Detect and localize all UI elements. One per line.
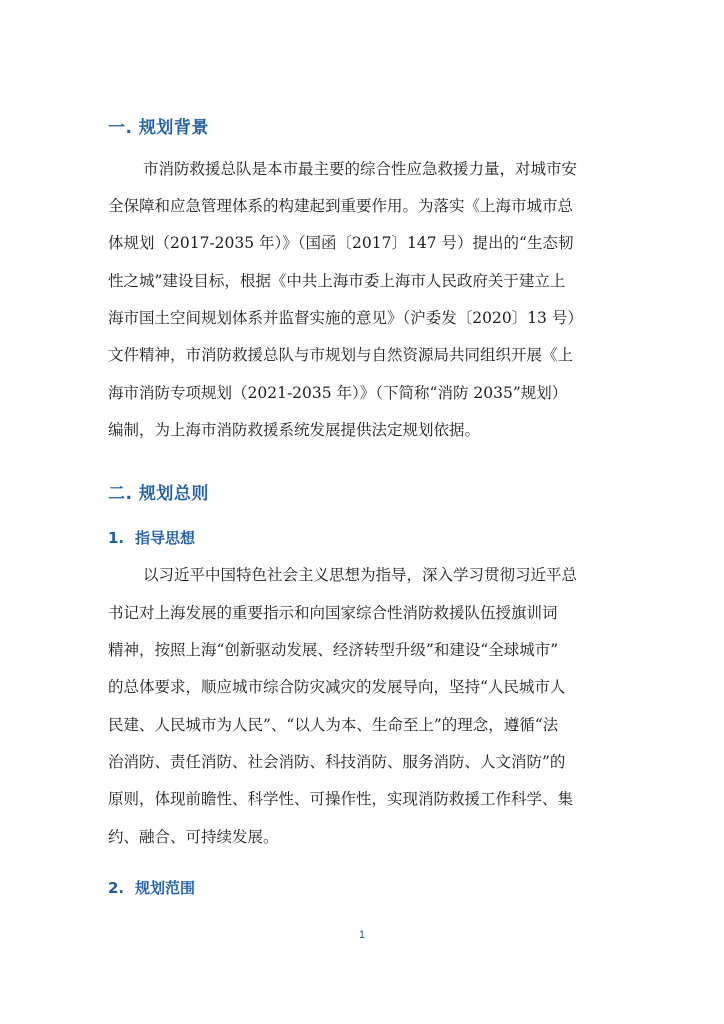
section-1-heading: 一. 规划背景 <box>108 118 209 138</box>
section-1-paragraph-line: 海市消防专项规划（2021-2035 年）》（下简称“消防 2035”规划） <box>108 384 568 402</box>
subsection-1-paragraph-line: 约、融合、可持续发展。 <box>108 828 279 846</box>
subsection-1-paragraph-line: 以习近平中国特色社会主义思想为指导，深入学习贯彻习近平总 <box>143 566 578 584</box>
subsection-2-heading <box>108 877 195 898</box>
section-1-paragraph-line: 体规划（2017-2035 年）》（国函〔2017〕147 号）提出的“生态韧 <box>108 234 574 252</box>
section-1-paragraph-line: 市消防救援总队是本市最主要的综合性应急救援力量，对城市安 <box>143 160 578 178</box>
subsection-1-heading <box>108 527 195 548</box>
subsection-1-number: 1. <box>108 529 125 547</box>
section-2-heading: 二. 规划总则 <box>108 484 209 504</box>
subsection-1-title: 指导思想 <box>135 529 196 547</box>
section-1-paragraph-line: 海市国土空间规划体系并监督实施的意见》（沪委发〔2020〕13 号） <box>108 309 583 327</box>
section-1-paragraph-line: 全保障和应急管理体系的构建起到重要作用。为落实《上海市城市总 <box>108 197 574 215</box>
subsection-1-paragraph-line: 原则，体现前瞻性、科学性、可操作性，实现消防救援工作科学、集 <box>108 790 574 808</box>
section-1-paragraph-line: 性之城”建设目标，根据《中共上海市委上海市人民政府关于建立上 <box>108 272 566 290</box>
subsection-1-paragraph-line: 的总体要求，顺应城市综合防灾减灾的发展导向，坚持“人民城市人 <box>108 678 566 696</box>
section-1-paragraph-line: 编制，为上海市消防救援系统发展提供法定规划依据。 <box>108 421 481 439</box>
subsection-2-number: 2. <box>108 879 125 897</box>
subsection-1-paragraph-line: 民建、人民城市为人民”、“以人为本、生命至上”的理念，遵循“法 <box>108 716 559 734</box>
subsection-1-paragraph-line: 治消防、责任消防、社会消防、科技消防、服务消防、人文消防”的 <box>108 753 566 771</box>
subsection-1-paragraph-line: 书记对上海发展的重要指示和向国家综合性消防救援队伍授旗训词 <box>108 604 558 622</box>
subsection-1-paragraph-line: 精神，按照上海“创新驱动发展、经济转型升级”和建设“全球城市” <box>108 641 559 659</box>
page-number: 1 <box>358 929 366 941</box>
section-1-paragraph-line: 文件精神，市消防救援总队与市规划与自然资源局共同组织开展《上 <box>108 346 574 364</box>
subsection-2-title: 规划范围 <box>135 879 196 897</box>
